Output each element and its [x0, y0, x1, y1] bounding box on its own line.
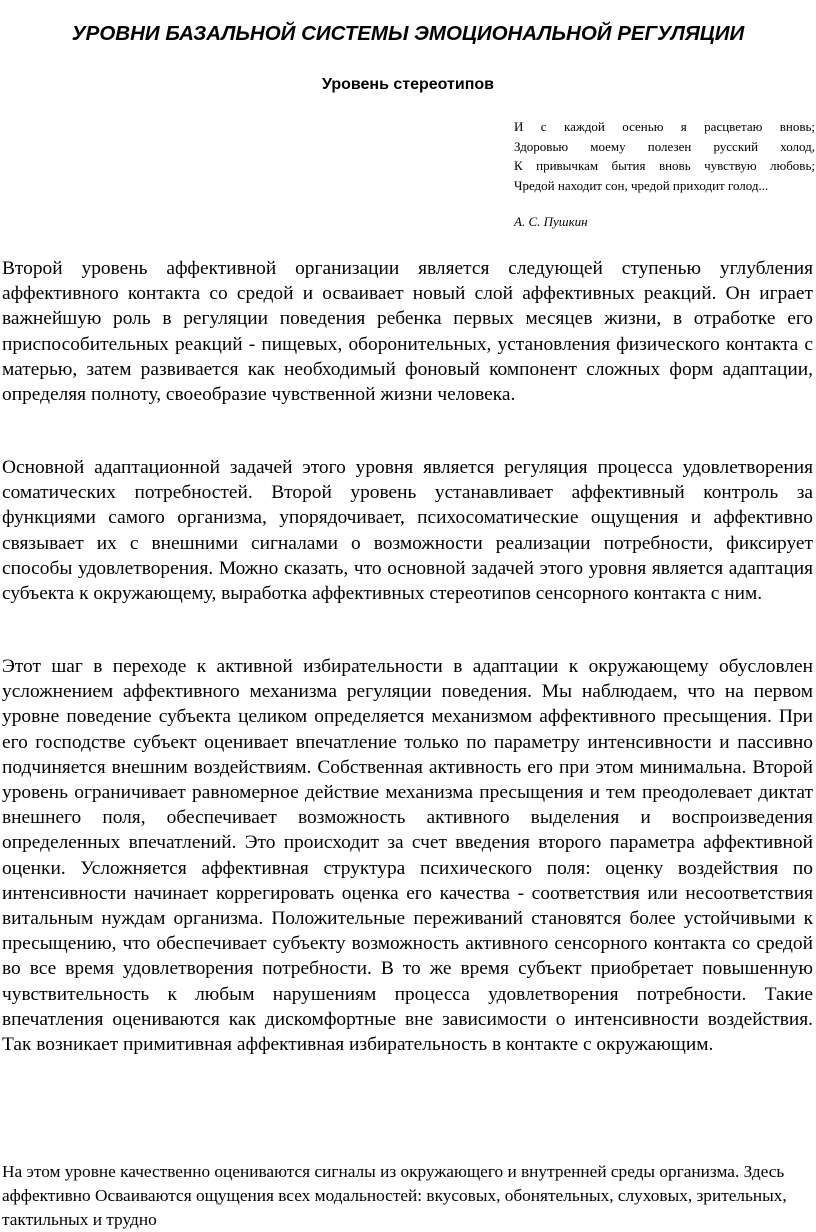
- section-subtitle: Уровень стереотипов: [322, 76, 494, 93]
- epigraph-author: А. С. Пушкин: [514, 214, 588, 229]
- body-paragraph: Основной адаптационной задачей этого уровня является регуляция процесса удовлетворения соматических потребностей. Второй уровень устанавливает аффективный контроль за функциями самого организма, упорядочивает, психосоматические ощущения и аффективно связывает их с внешними сигналами о возможности реализации потребности, фиксирует способы удовлетворения. Можно сказать, что основной задачей этого уровня является адаптация субъекта к окружающему, выработка аффективных стереотипов сенсорного контакта с ним.: [2, 457, 813, 605]
- epigraph: [514, 117, 815, 232]
- body-paragraph: На этом уровне качественно оцениваются сигналы из окружающего и внутренней среды организма. Здесь аффективно Осваиваются ощущения всех модальностей: вкусовых, обонятельных, слуховых, зрительных, тактильных и трудно: [2, 1162, 787, 1229]
- epigraph-line: Чредой находит сон, чредой приходит голод...: [514, 177, 769, 193]
- body-paragraph: Второй уровень аффективной организации является следующей ступенью углубления аффективного контакта со средой и осваивает новый слой аффективных реакций. Он играет важнейшую роль в регуляции поведения ребенка первых месяцев жизни, в отработке его приспособительных реакций - пищевых, оборонительных, установления физического контакта с матерью, затем развивается как необходимый фоновый компонент сложных форм адаптации, определяя полноту, своеобразие чувственной жизни человека.: [2, 258, 813, 406]
- body-paragraph: Этот шаг в переходе к активной избирательности в адаптации к окружающему обусловлен усложнением аффективного механизма регуляции поведения. Мы наблюдаем, что на первом уровне поведение субъекта целиком определяется механизмом аффективного пресыщения. При его господстве субъект оценивает впечатление только по параметру интенсивности и пассивно подчиняется внешним воздействиям. Собственная активность его при этом минимальна. Второй уровень ограничивает равномерное действие механизма пресыщения и тем преодолевает диктат внешнего поля, обеспечивает возможность активного выделения и воспроизведения определенных впечатлений. Это происходит за счет введения второго параметра аффективной оценки. Усложняется аффективная структура психического поля: оценку воздействия по интенсивности начинает коррегировать оценка его качества - соответствия или несоответствия витальным нуждам организма. Положительные переживаний становятся более устойчивыми к пресыщению, что обеспечивает субъекту возможность активного сенсорного контакта со средой во все время удовлетворения потребности. В то же время субъект приобретает повышенную чувствительность к любым нарушениям процесса удовлетворения потребности. Такие впечатления оцениваются как дискомфортные вне зависимости о интенсивности воздействия. Так возникает примитивная аффективная избирательность в контакте с окружающим.: [2, 656, 813, 1056]
- epigraph-line: Здоровью моему полезен русский холод,: [514, 138, 815, 154]
- epigraph-line: К привычкам бытия вновь чувствую любовь;: [514, 158, 815, 173]
- epigraph-line: И с каждой осенью я расцветаю вновь;: [514, 119, 815, 134]
- page-title: УРОВНИ БАЗАЛЬНОЙ СИСТЕМЫ ЭМОЦИОНАЛЬНОЙ РЕГУЛЯЦИИ: [71, 22, 745, 45]
